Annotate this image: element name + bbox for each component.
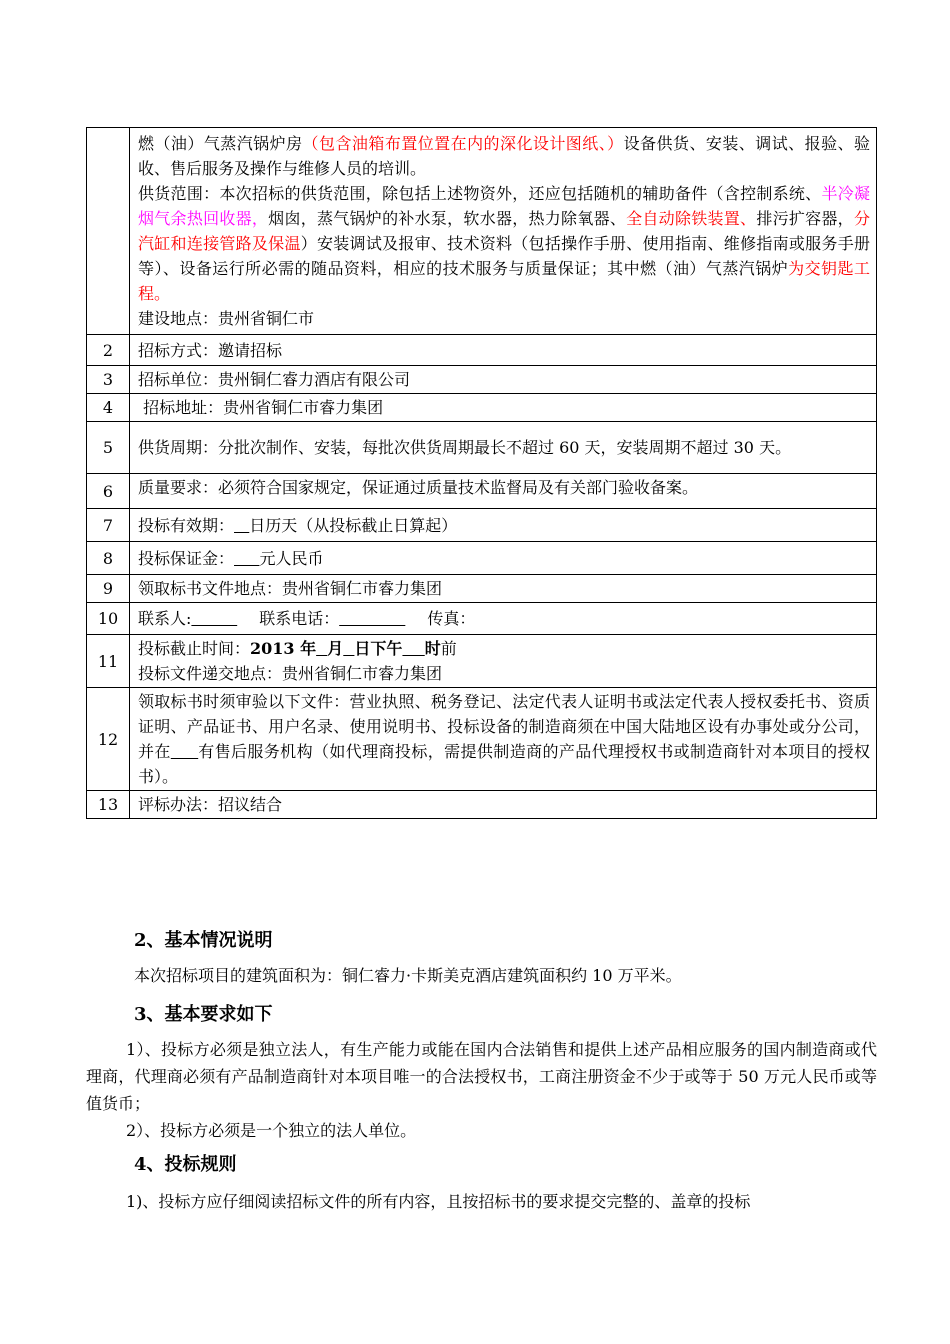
table-row xyxy=(87,575,877,603)
row-number-cell xyxy=(87,128,130,335)
scope-cell xyxy=(130,128,877,335)
phone-label: 联系电话： xyxy=(259,609,340,628)
bid-deadline xyxy=(138,636,870,661)
row-number: 8 xyxy=(87,542,130,575)
scope-paragraph xyxy=(138,131,870,181)
row-number: 12 xyxy=(87,688,130,791)
table-row xyxy=(87,394,877,422)
label: 投标截止时间： xyxy=(138,639,251,658)
table-row xyxy=(87,128,877,335)
hour: 时 xyxy=(424,639,441,658)
label: 投标保证金： xyxy=(138,548,235,568)
requirement-item: 1）、投标方必须是独立法人，有生产能力或能在国内合法销售和提供上述产品相应服务的国内制造商或代理商，代理商必须有产品制造商针对本项目唯一的合法授权书，工商注册资金不少于或等于 50 万元人民币或等值货币； xyxy=(86,1040,877,1113)
rule-item: 1)、投标方应仔细阅读招标文件的所有内容，且按招标书的要求提交完整的、盖章的投标 xyxy=(126,1192,751,1211)
scope-text: 燃（油）气蒸汽锅炉房 xyxy=(138,134,303,153)
document-pickup-location: 领取标书文件地点：贵州省铜仁市睿力集团 xyxy=(130,575,877,603)
contact-info xyxy=(130,603,877,635)
label: 投标有效期： xyxy=(138,515,235,535)
row-number: 11 xyxy=(87,635,130,688)
table-row xyxy=(87,474,877,509)
phone-blank xyxy=(339,609,405,628)
supply-period: 供货周期：分批次制作、安装，每批次供货周期最长不超过 60 天，安装周期不超过 30 天。 xyxy=(130,422,877,474)
table-row xyxy=(87,603,877,635)
row-number: 6 xyxy=(87,474,130,509)
table-row xyxy=(87,688,877,791)
supply-text: 烟囱，蒸气锅炉的补水泵，软水器，热力除氧器、 xyxy=(268,209,627,228)
required-documents xyxy=(130,688,877,791)
supply-text: 供货范围：本次招标的供货范围，除包括上述物资外，还应包括随机的辅助备件（含控制系统、 xyxy=(138,184,822,203)
supply-text: ）安装调试及报审、技术资料（包括操作手册、使用指南、维修指南或服务手册等）、设备运行所必需的随品资料，相应的技术服务与质量保证；其中燃（油）气蒸汽锅炉 xyxy=(138,234,870,278)
requirement-item: 2）、投标方必须是一个独立的法人单位。 xyxy=(126,1121,417,1140)
row-number: 2 xyxy=(87,335,130,366)
day: 日下午 xyxy=(354,639,403,658)
section-heading: 3、基本要求如下 xyxy=(134,1004,273,1025)
steam-header-note: 分汽缸和连接管路及保温 xyxy=(138,209,870,253)
table-row xyxy=(87,422,877,474)
row-number: 13 xyxy=(87,791,130,819)
section-paragraph xyxy=(86,1188,877,1215)
bid-bond xyxy=(130,542,877,575)
turnkey-note: 为交钥匙工程。 xyxy=(138,259,870,303)
row-number: 5 xyxy=(87,422,130,474)
construction-site: 建设地点：贵州省铜仁市 xyxy=(138,309,315,328)
fax-label: 传真： xyxy=(427,609,476,628)
fill-blank xyxy=(316,639,327,658)
label: 有售后服务机构（如代理商投标，需提供制造商的产品代理授权书或制造商针对本项目的授权书）。 xyxy=(138,742,870,786)
row-number: 7 xyxy=(87,509,130,542)
label: 领取标书时须审验以下文件：营业执照、税务登记、法定代表人证明书或法定代表人授权委托书、资质证明、产品证书、用户名录、使用说明书、投标设备的制造商须在中国大陆地区设有办事处或分公司，并在 xyxy=(138,692,870,761)
building-area-text: 本次招标项目的建筑面积为：铜仁睿力·卡斯美克酒店建筑面积约 10 万平米。 xyxy=(134,966,682,985)
tender-method: 招标方式：邀请招标 xyxy=(130,335,877,366)
heat-recovery-note: 半冷凝烟气余热回收器， xyxy=(138,184,870,228)
supply-range-paragraph xyxy=(138,181,870,306)
row-number: 9 xyxy=(87,575,130,603)
year: 2013 年 xyxy=(250,639,317,658)
deironing-note: 全自动除铁装置、 xyxy=(626,209,757,228)
tender-info-table xyxy=(86,127,877,819)
row-number: 10 xyxy=(87,603,130,635)
bid-validity xyxy=(130,509,877,542)
table-row xyxy=(87,335,877,366)
supply-text: 排污扩容器， xyxy=(756,209,854,228)
label: 日历天（从投标截止日算起） xyxy=(249,515,458,535)
section-heading: 2、基本情况说明 xyxy=(134,930,273,951)
fill-blank xyxy=(343,639,354,658)
section-paragraph xyxy=(86,962,877,989)
design-drawing-note: （包含油箱布置位置在内的深化设计图纸、） xyxy=(302,134,624,153)
fill-blank xyxy=(171,742,198,761)
table-row xyxy=(87,509,877,542)
fill-blank xyxy=(234,549,259,568)
tender-unit: 招标单位：贵州铜仁睿力酒店有限公司 xyxy=(130,366,877,394)
label: 前 xyxy=(440,639,457,658)
row-number: 3 xyxy=(87,366,130,394)
section-heading: 4、投标规则 xyxy=(134,1154,237,1175)
contact-label: 联系人: xyxy=(138,609,192,628)
month: 月 xyxy=(327,639,344,658)
table-row xyxy=(87,635,877,688)
row-number: 4 xyxy=(87,394,130,422)
submission-location: 投标文件递交地点：贵州省铜仁市睿力集团 xyxy=(138,664,443,683)
section-paragraph xyxy=(86,1036,877,1144)
table-row xyxy=(87,366,877,394)
quality-requirement: 质量要求：必须符合国家规定，保证通过质量技术监督局及有关部门验收备案。 xyxy=(130,474,877,509)
label: 元人民币 xyxy=(259,548,324,568)
table-row xyxy=(87,791,877,819)
fill-blank xyxy=(402,639,424,658)
table-row xyxy=(87,542,877,575)
fill-blank xyxy=(234,516,249,535)
tender-address: 招标地址：贵州省铜仁市睿力集团 xyxy=(130,394,877,422)
evaluation-method: 评标办法：招议结合 xyxy=(130,791,877,819)
contact-blank xyxy=(191,609,237,628)
deadline-info xyxy=(130,635,877,688)
scope-text: 设备供货、安装、调试、报验、验收、售后服务及操作与维修人员的培训。 xyxy=(138,134,870,178)
